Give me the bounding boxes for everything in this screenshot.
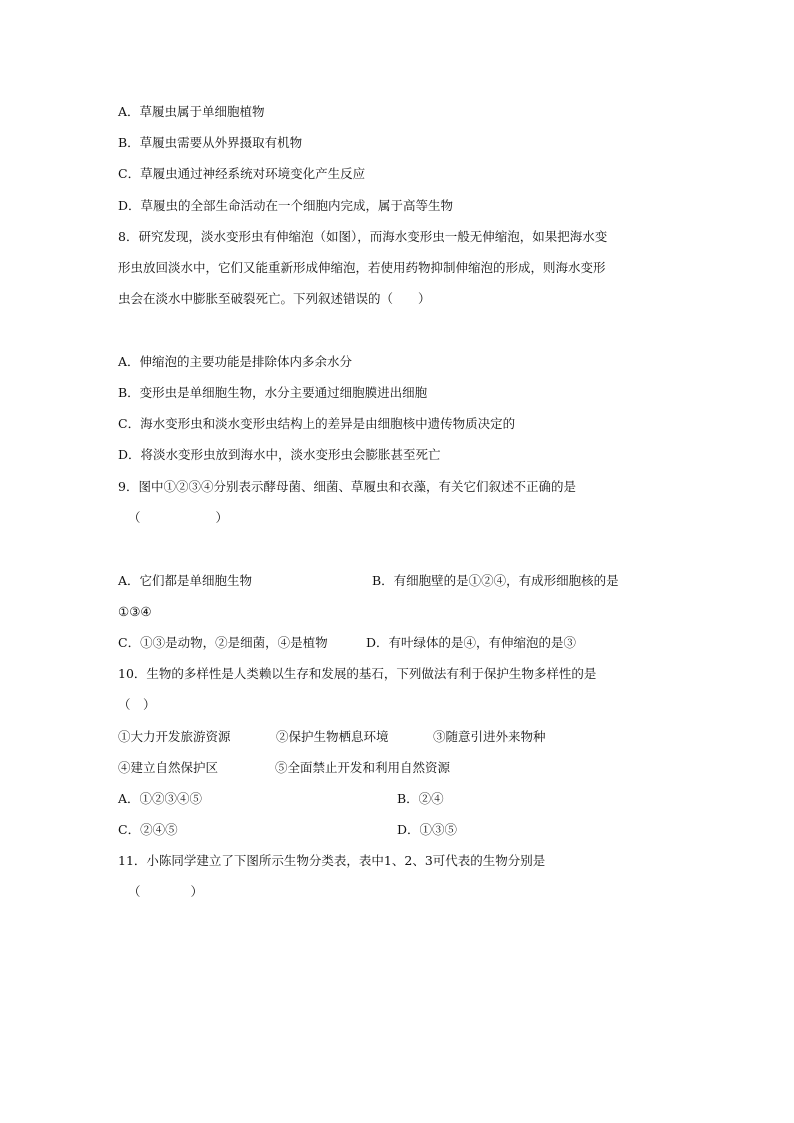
q10-item-5: ⑤全面禁止开发和利用自然资源 — [275, 760, 451, 775]
q10-option-a: A．①②③④⑤ — [118, 791, 203, 806]
q11-stem-line1: 11．小陈同学建立了下图所示生物分类表，表中1、2、3可代表的生物分别是 — [118, 853, 546, 868]
q8-stem-line1: 8．研究发现，淡水变形虫有伸缩泡（如图），而海水变形虫一般无伸缩泡，如果把海水变 — [118, 229, 608, 244]
q8-stem-line2: 形虫放回淡水中，它们又能重新形成伸缩泡，若使用药物抑制伸缩泡的形成，则海水变形 — [118, 260, 606, 275]
q10-item-2: ②保护生物栖息环境 — [276, 729, 389, 744]
q9-option-d: D．有叶绿体的是④，有伸缩泡的是③ — [366, 635, 577, 650]
q9-option-a: A．它们都是单细胞生物 — [118, 573, 253, 588]
q9-stem-line2: （ ） — [128, 510, 229, 525]
q10-item-4: ④建立自然保护区 — [118, 760, 219, 775]
q11-stem-line2: （ ） — [128, 884, 204, 899]
q7-option-b: B．草履虫需要从外界摄取有机物 — [118, 135, 303, 150]
q7-option-a: A．草履虫属于单细胞植物 — [118, 104, 265, 119]
q8-option-a: A．伸缩泡的主要功能是排除体内多余水分 — [118, 354, 353, 369]
q9-stem-line1: 9．图中①②③④分别表示酵母菌、细菌、草履虫和衣藻，有关它们叙述不正确的是 — [118, 479, 576, 494]
q7-option-d: D．草履虫的全部生命活动在一个细胞内完成，属于高等生物 — [118, 198, 454, 213]
q8-stem-line3: 虫会在淡水中膨胀至破裂死亡。下列叙述错误的（ ） — [118, 291, 431, 306]
q10-option-c: C．②④⑤ — [118, 822, 178, 837]
q7-option-c: C．草履虫通过神经系统对环境变化产生反应 — [118, 166, 366, 181]
q10-item-1: ①大力开发旅游资源 — [118, 729, 231, 744]
q9-option-b: B．有细胞壁的是①②④，有成形细胞核的是 — [372, 573, 619, 588]
q10-option-d: D．①③⑤ — [397, 822, 458, 837]
q8-option-c: C．海水变形虫和淡水变形虫结构上的差异是由细胞核中遗传物质决定的 — [118, 416, 516, 431]
q10-item-3: ③随意引进外来物种 — [433, 729, 546, 744]
q10-stem-line1: 10．生物的多样性是人类赖以生存和发展的基石，下列做法有利于保护生物多样性的是 — [118, 666, 597, 681]
q9-option-b-cont: ①③④ — [118, 604, 152, 619]
q8-option-d: D．将淡水变形虫放到海水中，淡水变形虫会膨胀甚至死亡 — [118, 447, 441, 462]
q10-option-b: B．②④ — [397, 791, 444, 806]
q8-option-b: B．变形虫是单细胞生物，水分主要通过细胞膜进出细胞 — [118, 385, 428, 400]
q10-stem-line2: （ ） — [118, 697, 156, 712]
q9-option-c: C．①③是动物，②是细菌，④是植物 — [118, 635, 328, 650]
